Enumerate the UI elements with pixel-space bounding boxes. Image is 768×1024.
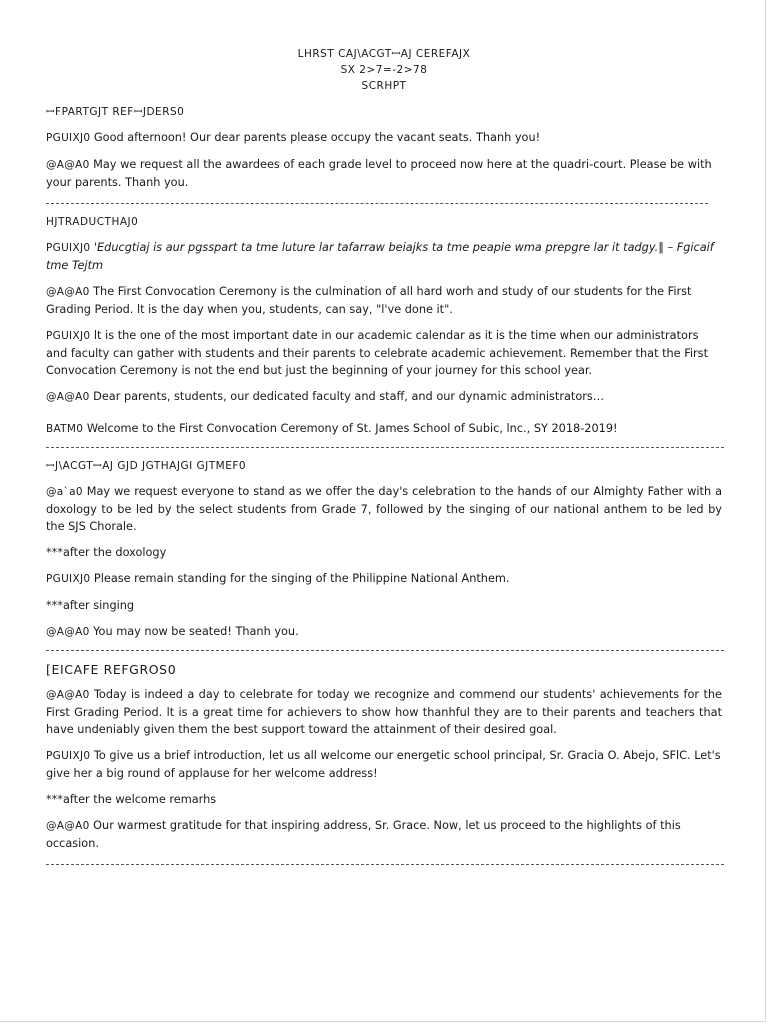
speaker-tag: PGUIXJ0 <box>46 573 91 585</box>
paragraph-text: Dear parents, students, our dedicated faculty and staff, and our dynamic administrators… <box>89 390 605 403</box>
paragraph <box>46 327 722 379</box>
stage-direction: ***after the doxology <box>46 546 167 559</box>
header-subtitle: SCRHPT <box>361 80 407 92</box>
paragraph <box>46 283 722 318</box>
stage-direction: ***after singing <box>46 599 135 612</box>
speaker-tag: PGUIXJ0 <box>46 132 91 144</box>
speaker-tag: @A@A0 <box>46 689 90 701</box>
paragraph <box>46 817 722 852</box>
paragraph-text: Please remain standing for the singing of the Philippine National Anthem. <box>90 572 510 585</box>
speaker-tag: @A@A0 <box>46 820 90 832</box>
section-divider <box>46 864 724 865</box>
paragraph-text: Today is indeed a day to celebrate for today we recognize and commend our students' achievements for the First Grading Period. lt is a great time for achievers to show how thanhful they are to their parents and teachers that have undeniably given them the best support toward the attainment of their desired goal. <box>46 688 722 736</box>
paragraph <box>46 686 722 738</box>
section-title-2: HJTRADUCTHAJ0 <box>46 216 139 228</box>
paragraph-text: Welcome to the First Convocation Ceremony of St. James School of Subic, lnc., SY 2018-2019! <box>83 422 618 435</box>
document-header <box>46 46 722 94</box>
section-title-3: ꟷJ\ACGTꟷAJ GJD JGTHAJGI GJTMEF0 <box>46 460 247 472</box>
speaker-tag: PGUIXJ0 <box>46 330 91 342</box>
stage-direction: ***after the welcome remarhs <box>46 793 217 806</box>
paragraph-text: May we request everyone to stand as we offer the day's celebration to the hands of our Almighty Father with a doxology to be led by the select students from Grade 7, followed by the singing of our national anthem to be led by the SJS Chorale. <box>46 485 722 533</box>
paragraph <box>46 483 722 535</box>
paragraph-text: lt is the one of the most important date in our academic calendar as it is the time when our administrators and faculty can gather with students and their parents to celebrate academic achievement. Remember that the First Convocation Ceremony is not the end but just the beginning of your journey for this school year. <box>46 329 708 377</box>
paragraph <box>46 129 722 147</box>
header-title: LHRST CAJ\ACGTꟷAJ CEREFAJX <box>297 48 471 60</box>
speaker-tag: @A@A0 <box>46 391 90 403</box>
paragraph <box>46 570 722 588</box>
paragraph-text: The First Convocation Ceremony is the culmination of all hard worh and study of our students for the First Grading Period. lt is the day when you, students, can say, "l've done it". <box>46 285 692 316</box>
section-title-4: [EICAFE REFGROS0 <box>46 662 177 677</box>
section-divider <box>46 203 708 204</box>
paragraph-text: To give us a brief introduction, let us all welcome our energetic school principal, Sr. Gracia O. Abejo, SFlC. Let's give her a big round of applause for her welcome address! <box>46 749 721 780</box>
quote-text: 'Educgtiaj is aur pgsspart ta tme luture lar tafarraw beiajks ta tme peapie wma prepgre lar it tadgy.‖ – Fgicaif tme Tejtm <box>46 241 714 272</box>
section-divider <box>46 447 724 448</box>
speaker-tag: @A@A0 <box>46 159 90 171</box>
paragraph <box>46 623 722 641</box>
speaker-tag: BATM0 <box>46 423 84 435</box>
paragraph <box>46 747 722 782</box>
paragraph-text: Good afternoon! Our dear parents please occupy the vacant seats. Thanh you! <box>90 131 541 144</box>
header-school-year: SX 2>7=-2>78 <box>340 64 428 76</box>
section-divider <box>46 650 724 651</box>
paragraph-text: May we request all the awardees of each grade level to proceed now here at the quadri-court. Please be with your parents. Thanh you. <box>46 158 712 189</box>
paragraph <box>46 156 722 191</box>
paragraph <box>46 420 722 438</box>
paragraph <box>46 239 722 274</box>
speaker-tag: @a`a0 <box>46 486 83 498</box>
speaker-tag: @A@A0 <box>46 626 90 638</box>
paragraph-text: You may now be seated! Thanh you. <box>89 625 299 638</box>
paragraph <box>46 388 722 406</box>
document-content <box>46 46 722 875</box>
speaker-tag: @A@A0 <box>46 286 90 298</box>
paragraph-text: Our warmest gratitude for that inspiring address, Sr. Grace. Now, let us proceed to the highlights of this occasion. <box>46 819 681 850</box>
section-title-1: ꟷFPARTGJT REFꟷJDERS0 <box>46 106 185 118</box>
speaker-tag: PGUIXJ0 <box>46 750 91 762</box>
speaker-tag: PGUIXJ0 <box>46 242 91 254</box>
